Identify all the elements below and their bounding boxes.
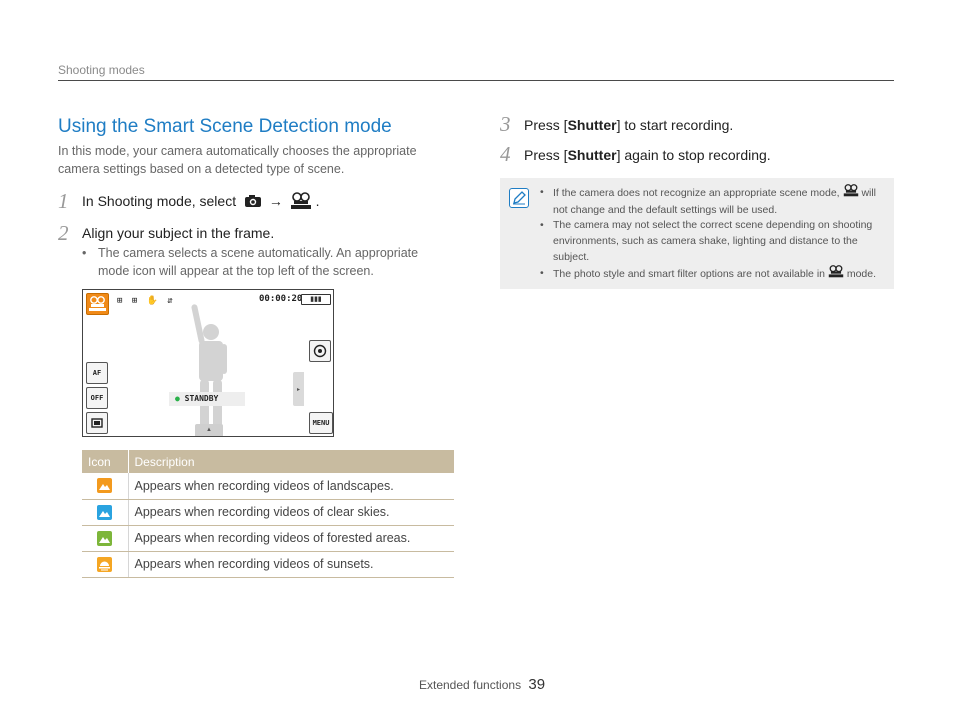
- natural-green-icon: [97, 531, 112, 546]
- sunset-icon: [97, 557, 112, 572]
- smart-movie-icon: [290, 192, 312, 213]
- step-1-end: .: [315, 193, 320, 210]
- stabilizer-button[interactable]: [309, 340, 331, 362]
- landscape-icon: [97, 478, 112, 493]
- table-header-row: [82, 450, 454, 473]
- bullet-dot: •: [540, 267, 544, 279]
- smart-scene-icon: [86, 293, 109, 315]
- step-4-pre: Press [: [524, 147, 568, 163]
- standby-text: STANDBY: [184, 394, 219, 403]
- bottom-panel-tab[interactable]: ▲: [195, 424, 223, 436]
- step-4-post: ] again to stop recording.: [616, 147, 771, 163]
- scene-icon-table: [82, 450, 454, 578]
- note-box: [500, 178, 894, 289]
- camera-screen-illustration: [82, 289, 334, 437]
- table-cell-description: Appears when recording videos of clear skies.: [128, 499, 454, 525]
- table-header-icon: Icon: [82, 450, 128, 473]
- note-1-post: will not change and the default settings will be used.: [553, 186, 877, 216]
- bullet-dot: •: [540, 219, 544, 231]
- step-2: Align your subject in the frame.: [82, 225, 275, 241]
- bullet-text: The camera selects a scene automatically. An appropriate mode icon will appear at the top left of the screen.: [98, 246, 419, 278]
- step-3-post: ] to start recording.: [616, 117, 734, 133]
- table-row: [82, 473, 454, 499]
- shutter-key: Shutter: [567, 117, 617, 133]
- step-4: [524, 147, 771, 163]
- standby-indicator: [169, 392, 245, 406]
- table-cell-icon: [82, 473, 128, 499]
- header-divider: [58, 80, 894, 81]
- battery-icon: ▮▮▮: [301, 294, 331, 305]
- step-number-1: 1: [58, 189, 69, 213]
- status-icons: ⊞ ⊞ ✋ ⇵: [117, 296, 175, 306]
- step-number-4: 4: [500, 142, 511, 166]
- table-cell-icon: [82, 525, 128, 551]
- note-3-post: mode.: [846, 267, 877, 280]
- page-number: 39: [528, 676, 546, 693]
- footer-label: Extended functions: [419, 678, 522, 692]
- note-1-pre: If the camera does not recognize an appropriate scene mode,: [553, 186, 840, 199]
- table-cell-icon: [82, 499, 128, 525]
- bullet-dot: •: [540, 186, 544, 198]
- blue-sky-icon: [97, 505, 112, 520]
- af-button[interactable]: AF: [86, 362, 108, 384]
- section-title: Using the Smart Scene Detection mode: [58, 116, 392, 137]
- table-cell-description: Appears when recording videos of landscapes.: [128, 473, 454, 499]
- camera-icon: [244, 194, 262, 211]
- smart-movie-icon: [843, 184, 859, 202]
- note-2-text: The camera may not select the correct scene depending on shooting environments, such as camera shake, lighting and distance to the subject.: [553, 219, 873, 263]
- step-3: [524, 117, 733, 133]
- note-pencil-icon: [509, 188, 529, 208]
- step-1-arrow: →: [268, 193, 283, 210]
- subject-silhouette: [181, 302, 237, 437]
- bullet-dot: •: [82, 246, 87, 260]
- flash-off-button[interactable]: OFF: [86, 387, 108, 409]
- step-number-3: 3: [500, 112, 511, 136]
- table-cell-description: Appears when recording videos of sunsets.: [128, 551, 454, 577]
- table-row: [82, 551, 454, 577]
- step-1-text: In Shooting mode, select: [82, 193, 237, 210]
- table-row: [82, 525, 454, 551]
- menu-button[interactable]: MENU: [309, 412, 333, 434]
- table-cell-icon: [82, 551, 128, 577]
- page-footer: [419, 676, 545, 693]
- shutter-key: Shutter: [567, 147, 617, 163]
- step-number-2: 2: [58, 221, 69, 245]
- note-3-pre: The photo style and smart filter options are not available in: [553, 267, 825, 280]
- display-button[interactable]: [86, 412, 108, 434]
- table-row: [82, 499, 454, 525]
- step-1: [82, 192, 320, 213]
- step-3-pre: Press [: [524, 117, 568, 133]
- side-panel-tab[interactable]: ▸: [293, 372, 304, 406]
- section-intro: In this mode, your camera automatically chooses the appropriate camera settings based on a detected type of scene.: [58, 144, 417, 176]
- smart-movie-icon: [828, 265, 844, 283]
- table-header-description: Description: [128, 450, 454, 473]
- standby-dot: ●: [175, 394, 180, 403]
- running-header: Shooting modes: [58, 63, 145, 77]
- recording-timer: 00:00:20: [259, 294, 303, 304]
- table-cell-description: Appears when recording videos of forested areas.: [128, 525, 454, 551]
